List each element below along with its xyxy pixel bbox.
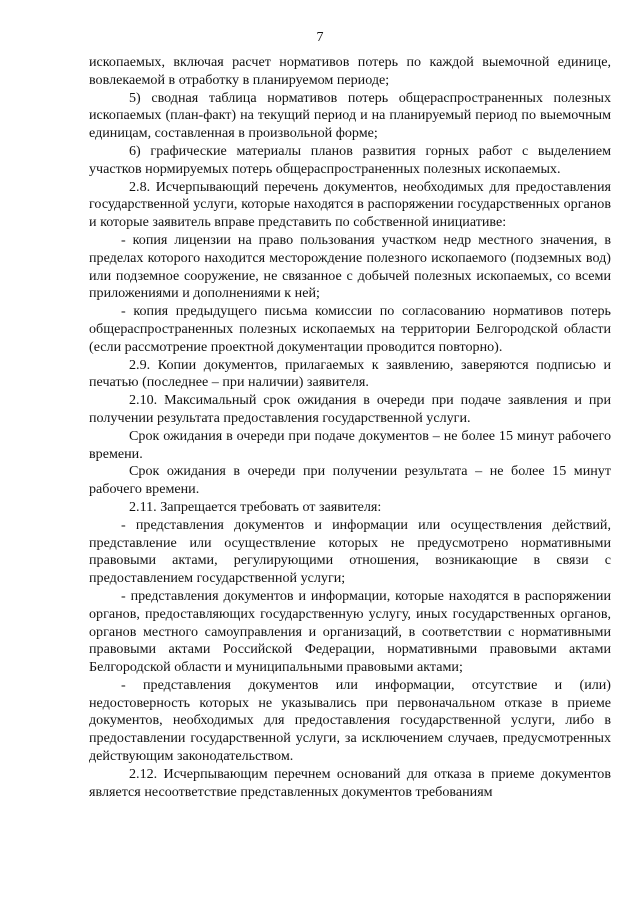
list-item-prohibited-1: - представления документов и информации или осуществления действий, представление или осуществление которых не предусмотрено нормативными правовыми актами, регулирующими отношения, возникающие в связи с предоставлением государственной услуги; — [89, 516, 611, 587]
paragraph-2-8: 2.8. Исчерпывающий перечень документов, необходимых для предоставления государственной услуги, которые находятся в распоряжении государственных органов и которые заявитель вправе представить по собственной инициативе: — [89, 178, 611, 231]
paragraph-item-6: 6) графические материалы планов развития горных работ с выделением участков нормируемых потерь общераспространенных полезных ископаемых. — [89, 142, 611, 177]
list-item-prohibited-3: - представления документов или информации, отсутствие и (или) недостоверность которых не указывались при первоначальном отказе в приеме документов, необходимых для предоставления государственной услуги, либо в предоставлении государственной услуги, за исключением случаев, предусмотренных действующим законодательством. — [89, 676, 611, 765]
paragraph-queue-submission: Срок ожидания в очереди при подаче документов – не более 15 минут рабочего времени. — [89, 427, 611, 462]
list-item-prohibited-2: - представления документов и информации, которые находятся в распоряжении органов, предоставляющих государственную услугу, иных государственных органов, органов местного самоуправления и организаций, в соответствии с нормативными правовыми актами Российской Федерации, нормативными правовыми актами Белгородской области и муниципальными правовыми актами; — [89, 587, 611, 676]
page-body — [89, 54, 611, 801]
paragraph-2-10: 2.10. Максимальный срок ожидания в очереди при подаче заявления и при получении результата предоставления государственной услуги. — [89, 392, 611, 426]
paragraph-queue-result: Срок ожидания в очереди при получении результата – не более 15 минут рабочего времени. — [89, 463, 611, 498]
list-item-commission-letter: - копия предыдущего письма комиссии по согласованию нормативов потерь общераспространенных полезных ископаемых на территории Белгородской области (если рассмотрение проектной документации проводится повторно). — [89, 303, 611, 355]
paragraph-item-5: 5) сводная таблица нормативов потерь общераспространенных полезных ископаемых (план-факт) на текущий период и на планируемый период по выемочным единицам, составленная в произвольной форме; — [89, 89, 611, 142]
paragraph-2-12: 2.12. Исчерпывающим перечнем оснований для отказа в приеме документов является несоответствие представленных документов требованиям — [89, 765, 611, 800]
page-number: 7 — [316, 30, 324, 45]
paragraph-2-9: 2.9. Копии документов, прилагаемых к заявлению, заверяются подписью и печатью (последнее – при наличии) заявителя. — [89, 356, 611, 391]
paragraph-2-11: 2.11. Запрещается требовать от заявителя: — [129, 498, 382, 515]
list-item-license-copy: - копия лицензии на право пользования участком недр местного значения, в пределах которого находится месторождение полезного ископаемого (подземных вод) или подземное сооружение, не связанное с добычей полезных ископаемых, со всеми приложениями и дополнениями к ней; — [89, 231, 611, 302]
paragraph-continuation: ископаемых, включая расчет нормативов потерь по каждой выемочной единице, вовлекаемой в отработку в планируемом периоде; — [89, 54, 611, 88]
